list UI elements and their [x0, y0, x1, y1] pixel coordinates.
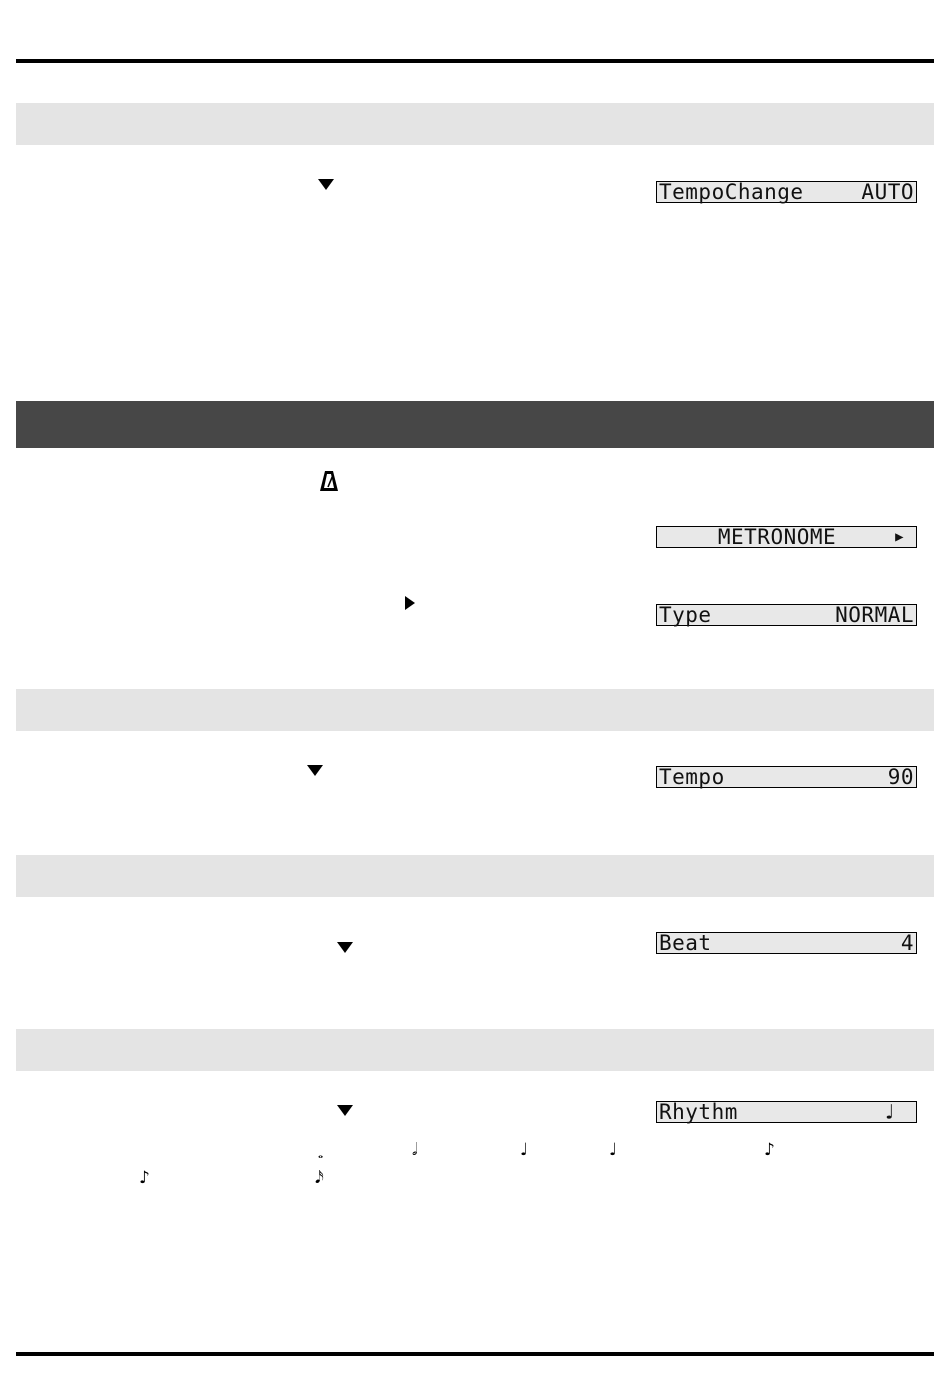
triangle-down-icon — [337, 942, 353, 953]
triangle-down-icon — [337, 1105, 353, 1116]
lcd-tempo-change-value: AUTO — [861, 180, 914, 204]
lcd-tempo — [656, 766, 917, 788]
lcd-metronome-arrow: ▶ — [895, 529, 904, 545]
lcd-rhythm-value: ♩ — [882, 1100, 896, 1124]
lcd-tempo-change — [656, 181, 917, 203]
lcd-type — [656, 604, 917, 626]
lcd-beat — [656, 932, 917, 954]
section-band-tempo — [16, 689, 934, 731]
metronome-icon — [319, 470, 339, 492]
lcd-beat-value: 4 — [900, 931, 914, 955]
quarter-note-icon: ♩ — [609, 1140, 618, 1160]
bottom-rule — [16, 1352, 934, 1356]
chapter-band-metronome — [16, 401, 934, 448]
lcd-tempo-label: Tempo — [659, 765, 725, 789]
section-band-tempo-change — [16, 103, 934, 145]
whole-note-icon: 𝅝 — [318, 1147, 324, 1162]
lcd-metronome — [656, 526, 917, 548]
triangle-down-icon — [318, 179, 334, 190]
eighth-note-icon: ♪ — [764, 1140, 775, 1160]
lcd-tempo-change-label: TempoChange — [659, 180, 804, 204]
eighth-note-icon: ♪ — [139, 1168, 150, 1188]
lcd-type-label: Type — [659, 603, 712, 627]
lcd-type-value: NORMAL — [835, 603, 914, 627]
lcd-metronome-label: METRONOME — [717, 525, 837, 549]
triangle-down-icon — [307, 765, 323, 776]
half-note-icon: 𝅗𝅥 — [412, 1140, 418, 1160]
triangle-right-icon — [405, 596, 415, 610]
lcd-tempo-value: 90 — [887, 765, 914, 789]
section-band-beat — [16, 855, 934, 897]
section-band-rhythm — [16, 1029, 934, 1071]
sixteenth-note-icon: 𝅘𝅥𝅯 — [315, 1168, 324, 1188]
lcd-beat-label: Beat — [659, 931, 712, 955]
lcd-rhythm — [656, 1101, 917, 1123]
top-rule — [16, 59, 934, 63]
quarter-note-icon: ♩ — [520, 1140, 529, 1160]
lcd-rhythm-label: Rhythm — [659, 1100, 738, 1124]
